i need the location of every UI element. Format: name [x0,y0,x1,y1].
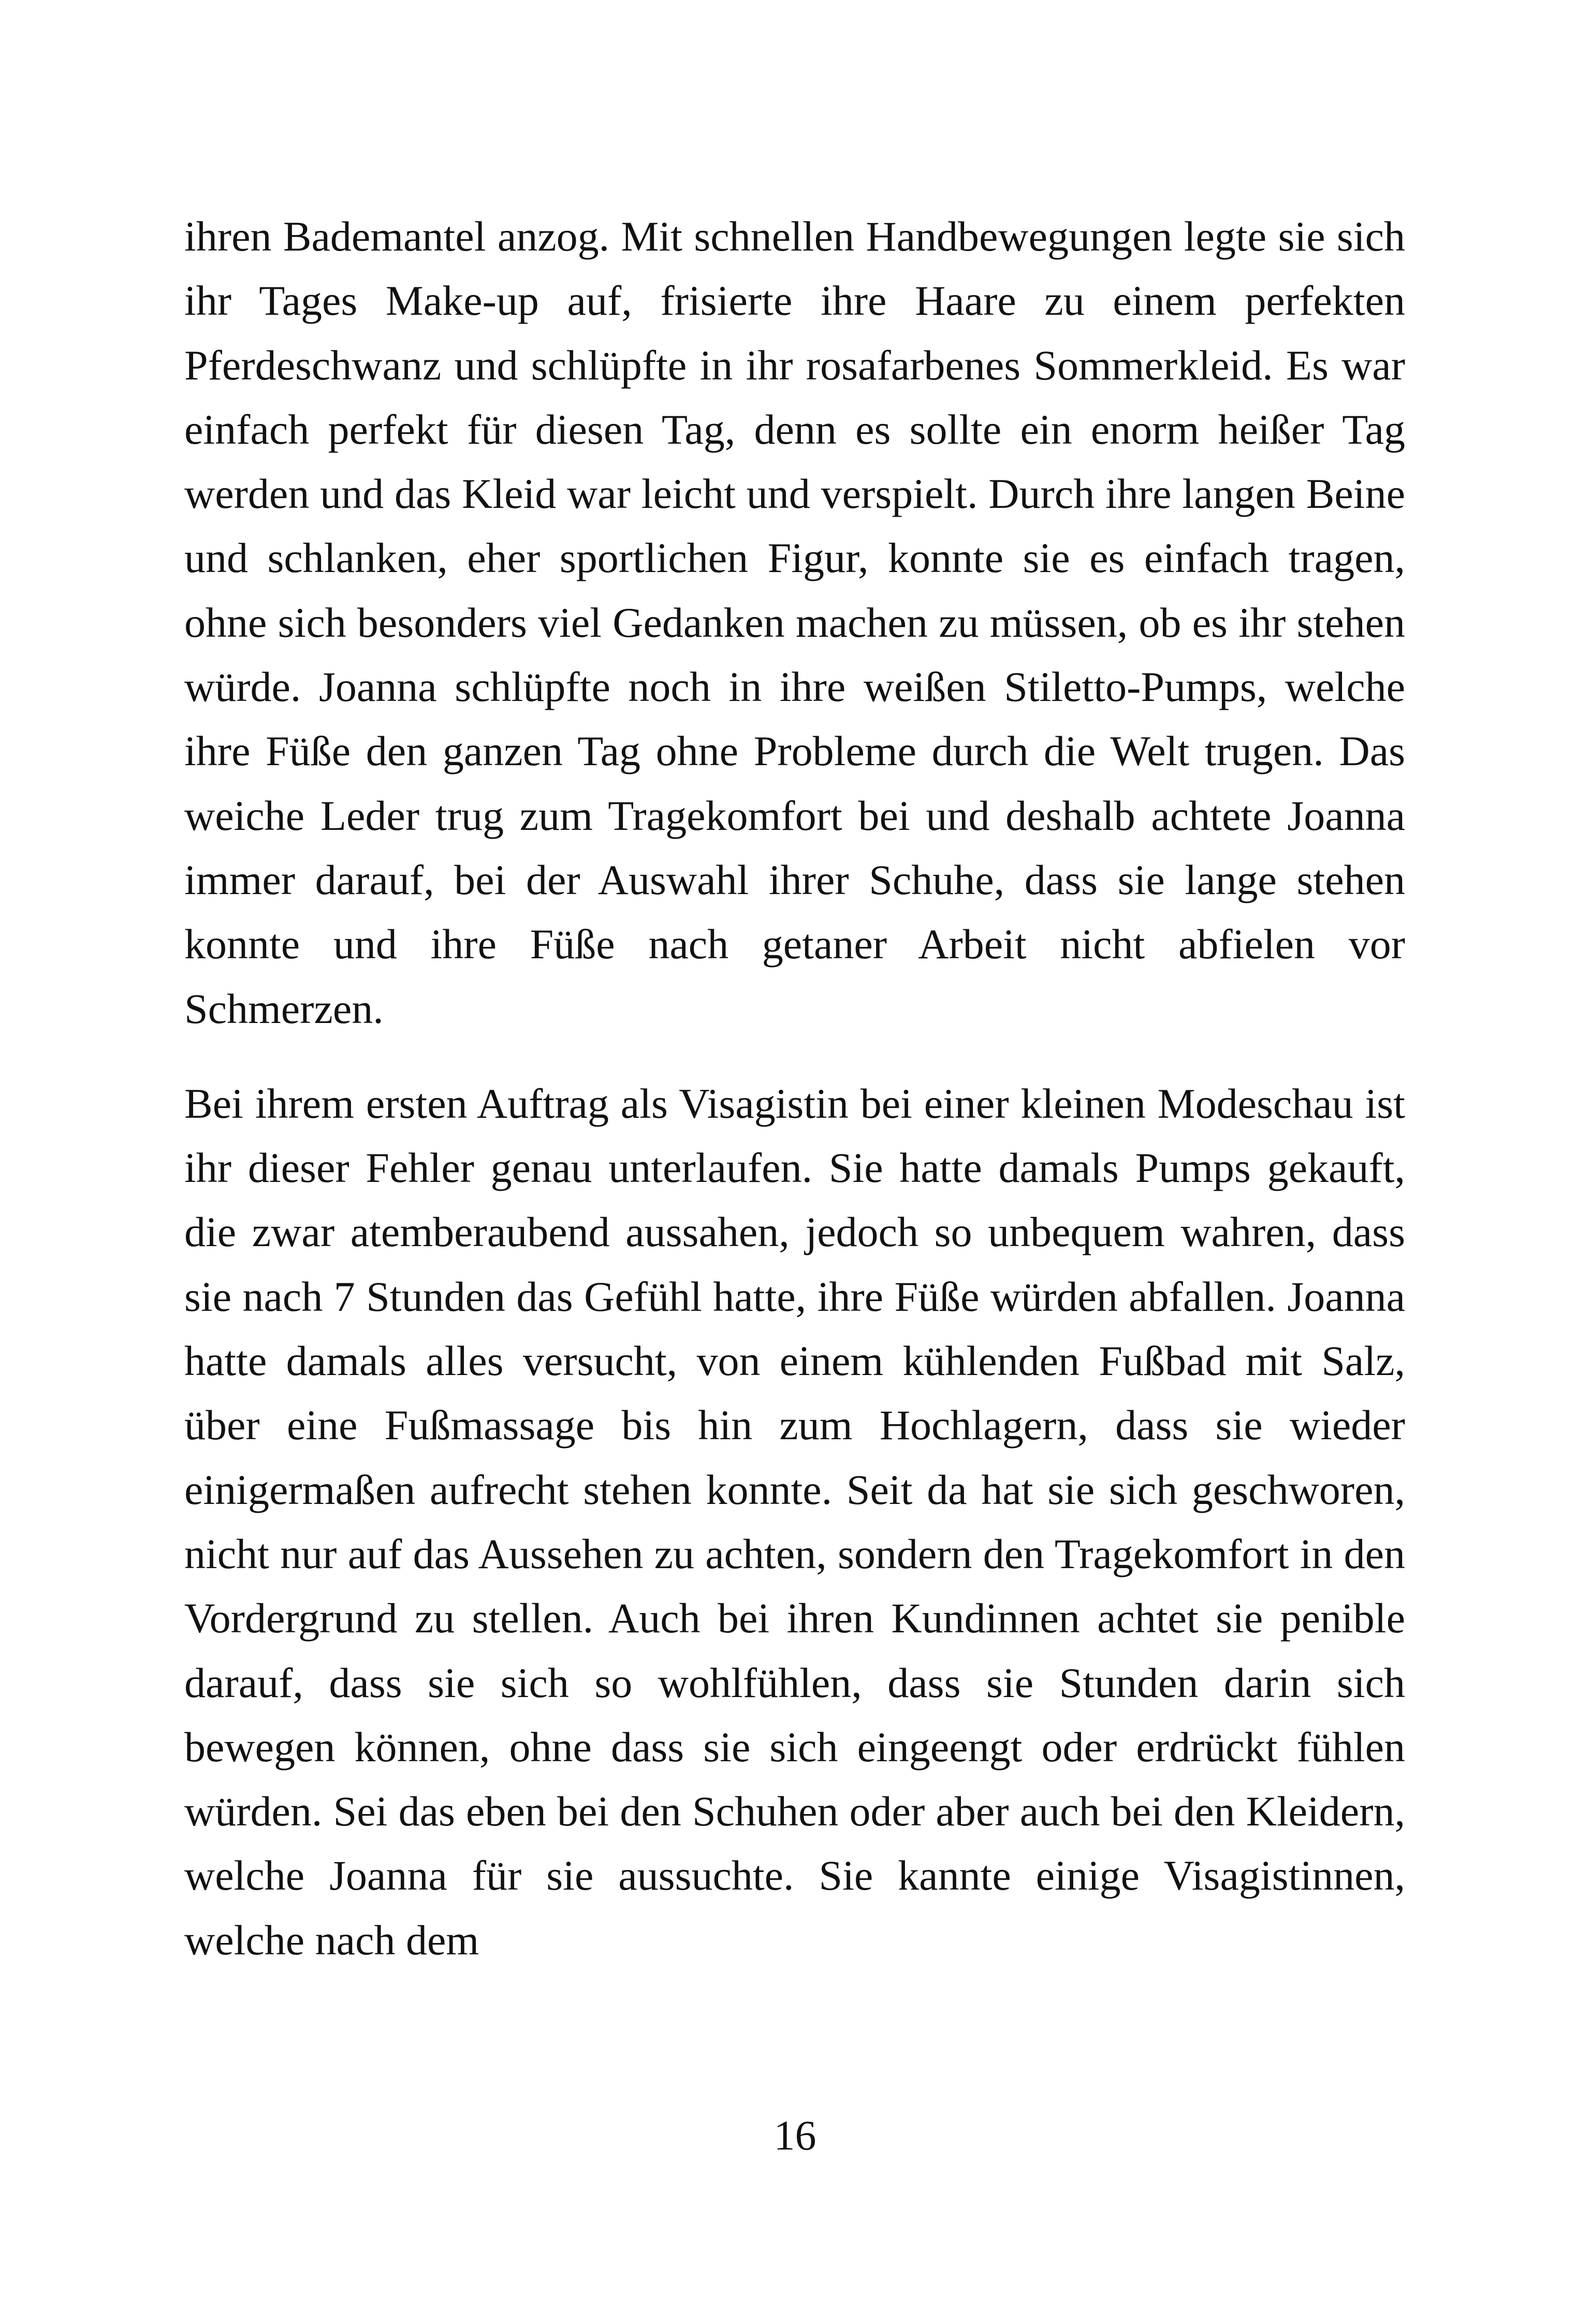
paragraph-2: Bei ihrem ersten Auftrag als Visagistin bei einer kleinen Modeschau ist ihr dieser Fehler genau unterlaufen. Sie hatte damals Pumps gekauft, die zwar atemberaubend aussahen, jedoch so unbequem wahren, dass sie nach 7 Stunden das Gefühl hatte, ihre Füße würden abfallen. Joanna hatte damals alles versucht, von einem kühlenden Fußbad mit Salz, über eine Fußmassage bis hin zum Hochlagern, dass sie wieder einigermaßen aufrecht stehen konnte. Seit da hat sie sich geschworen, nicht nur auf das Aussehen zu achten, sondern den Tragekomfort in den Vordergrund zu stellen. Auch bei ihren Kundinnen achtet sie penible darauf, dass sie sich so wohlfühlen, dass sie Stunden darin sich bewegen können, ohne dass sie sich eingeengt oder erdrückt fühlen würden. Sei das eben bei den Schuhen oder aber auch bei den Kleidern, welche Joanna für sie aussuchte. Sie kannte einige Visagistinnen, welche nach dem [184,1079,1405,1964]
page-number: 16 [774,2112,816,2159]
paragraph-1: ihren Bademantel anzog. Mit schnellen Handbewegungen legte sie sich ihr Tages Make-up auf, frisierte ihre Haare zu einem perfekten Pferdeschwanz und schlüpfte in ihr rosafarbenes Sommerkleid. Es war einfach perfekt für diesen Tag, denn es sollte ein enorm heißer Tag werden und das Kleid war leicht und verspielt. Durch ihre langen Beine und schlanken, eher sportlichen Figur, konnte sie es einfach tragen, ohne sich besonders viel Gedanken machen zu müssen, ob es ihr stehen würde. Joanna schlüpfte noch in ihre weißen Stiletto-Pumps, welche ihre Füße den ganzen Tag ohne Probleme durch die Welt trugen. Das weiche Leder trug zum Tragekomfort bei und deshalb achtete Joanna immer darauf, bei der Auswahl ihrer Schuhe, dass sie lange stehen konnte und ihre Füße nach getaner Arbeit nicht abfielen vor Schmerzen. [184,213,1405,1032]
body-text [184,204,1405,1972]
